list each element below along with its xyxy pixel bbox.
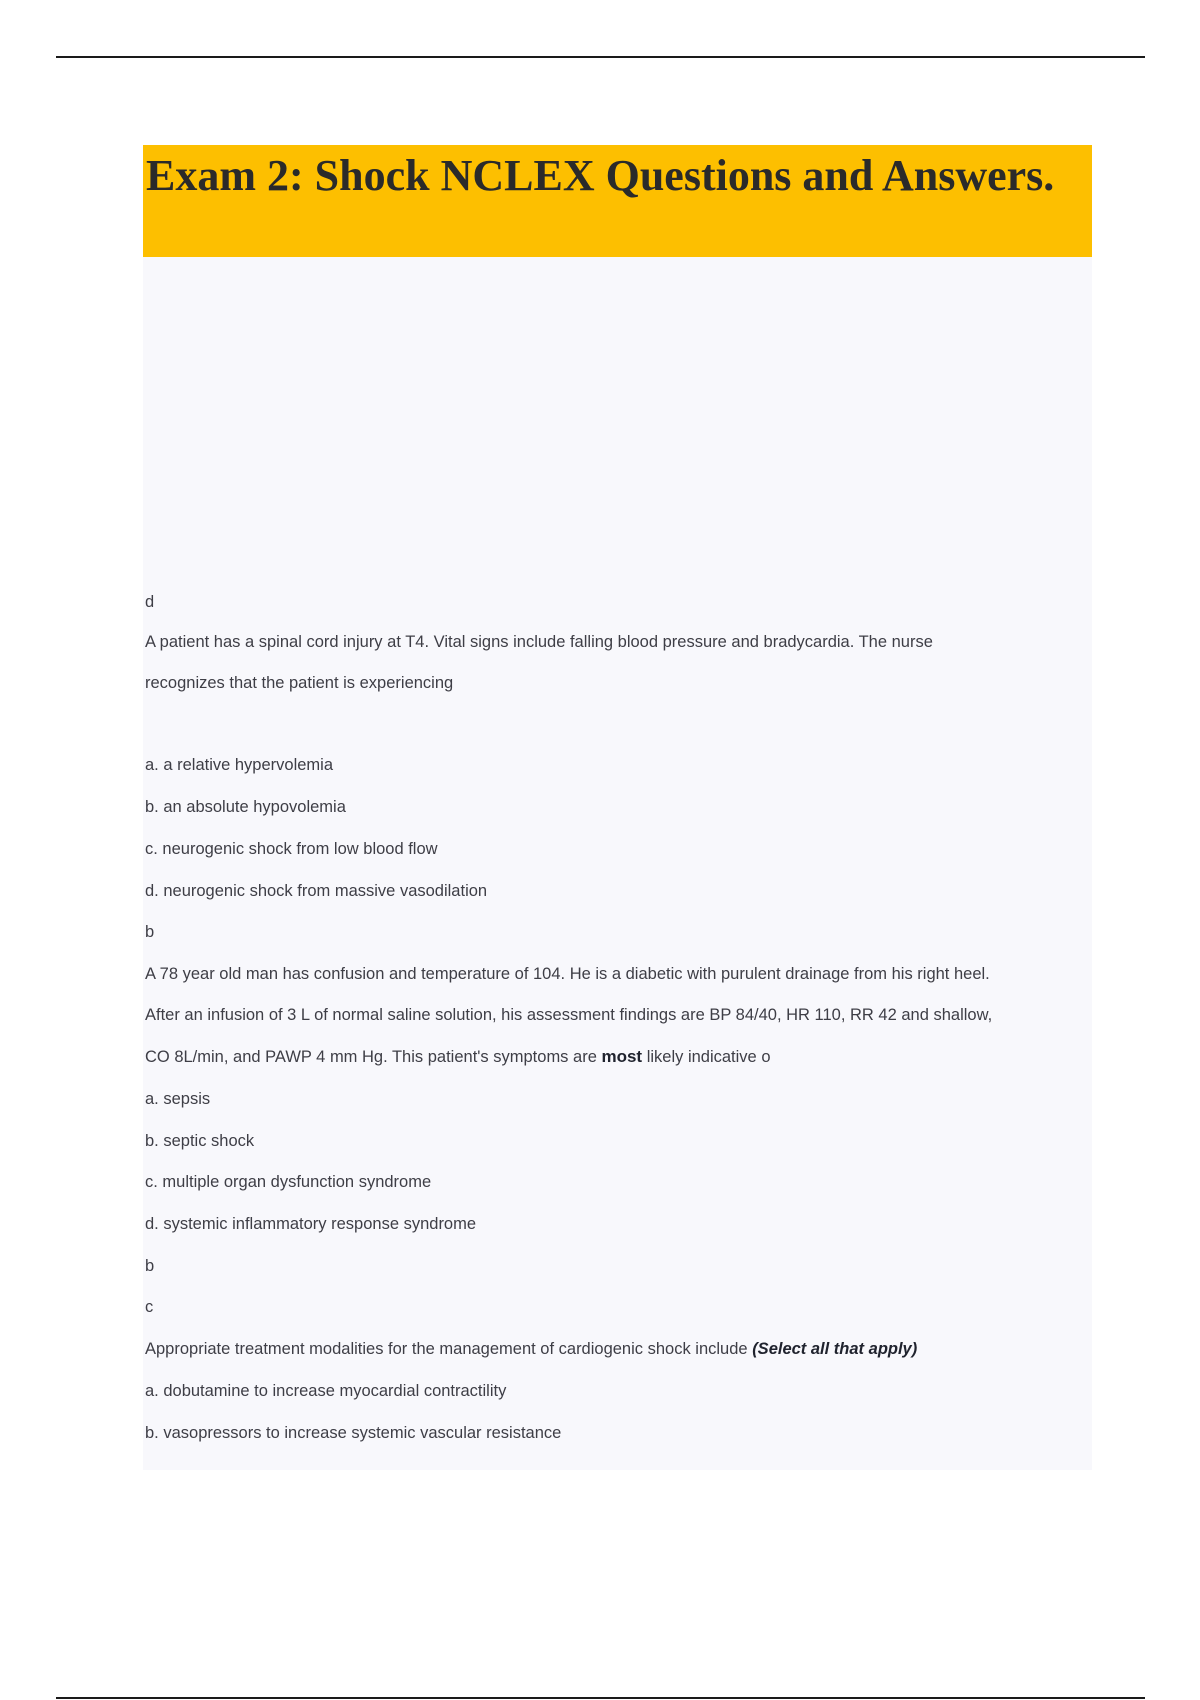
question-1-option-d: d. neurogenic shock from massive vasodilation: [145, 882, 488, 900]
answer-3a: b: [145, 1257, 155, 1275]
answer-3b: c: [145, 1298, 154, 1316]
question-2-option-b: b. septic shock: [145, 1132, 255, 1150]
question-2-option-d: d. systemic inflammatory response syndrome: [145, 1215, 477, 1233]
answer-1: d: [145, 593, 155, 611]
question-3-text: Appropriate treatment modalities for the management of cardiogenic shock include: [145, 1340, 748, 1358]
document-body: [143, 145, 1092, 1470]
question-3-option-a: a. dobutamine to increase myocardial contractility: [145, 1382, 507, 1400]
question-3-option-b: b. vasopressors to increase systemic vascular resistance: [145, 1424, 562, 1442]
bottom-rule: [56, 1697, 1145, 1699]
question-2-option-c: c. multiple organ dysfunction syndrome: [145, 1173, 432, 1191]
question-2-line-3: [145, 1046, 771, 1068]
question-2-option-a: a. sepsis: [145, 1090, 211, 1108]
page-title: Exam 2: Shock NCLEX Questions and Answers.: [146, 151, 1055, 200]
top-rule: [56, 56, 1145, 58]
question-2-line-1: A 78 year old man has confusion and temperature of 104. He is a diabetic with purulent drainage from his right heel.: [145, 965, 990, 983]
question-3-text-line: [145, 1338, 917, 1360]
answer-2: b: [145, 923, 155, 941]
question-2-emphasis: most: [601, 1047, 643, 1066]
question-1-line-1: A patient has a spinal cord injury at T4. Vital signs include falling blood pressure and bradycardia. The nurse: [145, 633, 933, 651]
question-3-emphasis: (Select all that apply): [752, 1340, 918, 1358]
question-1-option-b: b. an absolute hypovolemia: [145, 798, 346, 816]
question-1-line-2: recognizes that the patient is experiencing: [145, 674, 454, 692]
question-2-line-3-start: CO 8L/min, and PAWP 4 mm Hg. This patient's symptoms are: [145, 1048, 597, 1066]
question-2-line-2: After an infusion of 3 L of normal saline solution, his assessment findings are BP 84/40, HR 110, RR 42 and shallow,: [145, 1006, 993, 1024]
question-2-line-3-end: likely indicative o: [646, 1048, 771, 1066]
question-1-option-a: a. a relative hypervolemia: [145, 756, 334, 774]
title-banner: [143, 145, 1092, 257]
question-1-option-c: c. neurogenic shock from low blood flow: [145, 840, 438, 858]
